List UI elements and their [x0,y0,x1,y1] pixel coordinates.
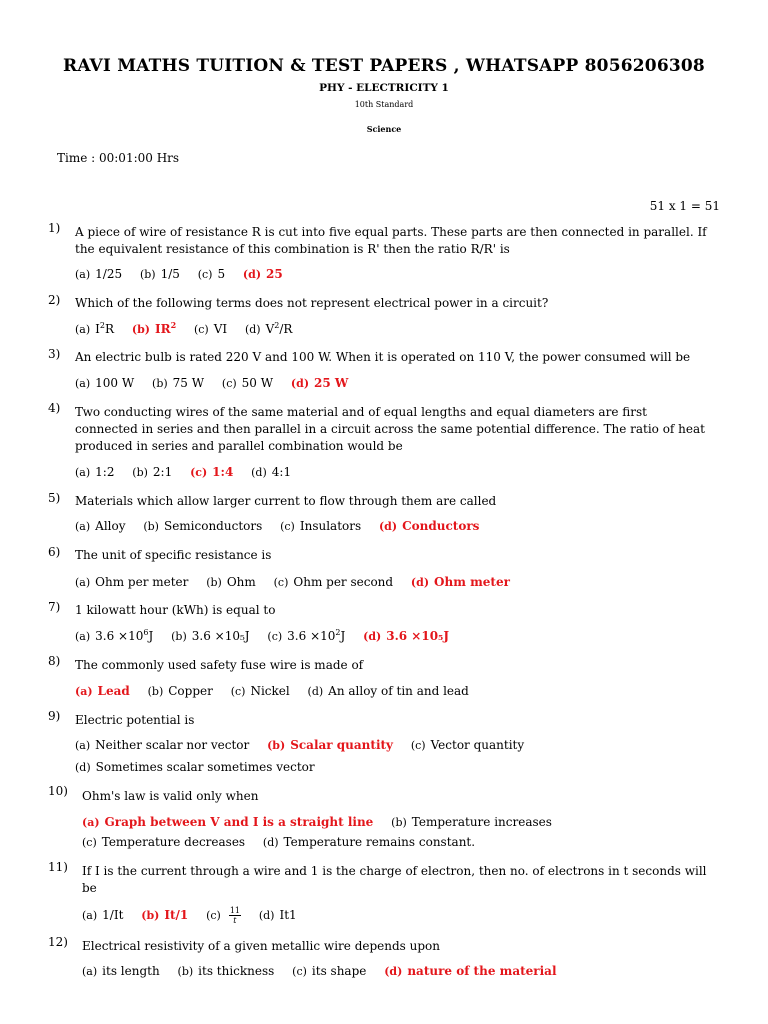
fraction: $\frac{11}{t}$ [229,906,240,925]
option-c[interactable]: (c) Ohm per second [273,575,394,589]
option-d[interactable]: (d) An alloy of tin and lead [307,684,469,698]
options-row [82,835,489,849]
option-d[interactable]: (d) $V^2/R$ [244,321,293,336]
options-row [75,575,524,589]
question-text: The unit of specific resistance is [75,548,272,562]
question-text: An electric bulb is rated 220 V and 100 W. When it is operated on 110 V, the power consumed will be [75,350,691,364]
question-text: Two conducting wires of the same material and of equal lengths and equal diameters are first connected in series and then parallel in a circuit across the same potential difference. The ratio of heat produced in series and parallel combination would be [75,405,705,453]
option-c[interactable]: (c) its shape [292,964,367,978]
paper-subtitle: PHY - ELECTRICITY 1 [319,82,449,94]
option-b-correct[interactable]: (b) $IR^2$ [131,320,177,336]
options-row [75,376,362,390]
question-text: Electrical resistivity of a given metallic wire depends upon [82,939,441,953]
option-b[interactable]: (b) Semiconductors [143,519,263,533]
question-number: 6) [48,545,61,559]
question-text: 1 kilowatt hour (kWh) is equal to [75,603,276,617]
question-text: If I is the current through a wire and 1 is the charge of electron, then no. of electrons in t seconds will be [82,864,707,895]
question-text: Ohm's law is valid only when [82,789,259,803]
option-a[interactable]: (a) Neither scalar nor vector [75,738,250,752]
option-b[interactable]: (b) 75 W [152,376,205,390]
option-d[interactable]: (d) Temperature remains constant. [262,835,476,849]
option-a[interactable]: (a) Ohm per meter [75,575,189,589]
option-d[interactable]: (d) Sometimes scalar sometimes vector [75,760,315,774]
question-number: 2) [48,293,61,307]
option-a[interactable]: (a) 1/It [82,908,124,922]
question-text: Which of the following terms does not represent electrical power in a circuit? [75,296,549,310]
question-text: Materials which allow larger current to flow through them are called [75,494,497,508]
question-number: 4) [48,401,61,415]
options-row [75,267,297,281]
option-d-correct[interactable]: (d) Ohm meter [410,575,510,589]
option-b[interactable]: (b) Copper [147,684,213,698]
question-number: 5) [48,491,61,505]
options-row [75,320,306,336]
standard-label: 10th Standard [354,100,414,109]
question-number: 10) [48,784,68,798]
options-row [75,760,329,774]
option-b[interactable]: (b) its thickness [177,964,275,978]
question-number: 7) [48,600,61,614]
subject-label: Science [366,124,402,134]
options-row [75,684,483,698]
option-a[interactable]: (a) its length [82,964,160,978]
option-d-correct[interactable]: (d) nature of the material [384,964,557,978]
option-a[interactable]: (a) 1/25 [75,267,123,281]
question-text: A piece of wire of resistance R is cut into five equal parts. These parts are then connected in parallel. If the equivalent resistance of this combination is R' then the ratio R/R' is [75,225,707,256]
option-b[interactable]: (b) Ohm [206,575,256,589]
option-d-correct[interactable]: (d) Conductors [378,519,480,533]
option-c[interactable]: (c) Vector quantity [410,738,525,752]
options-row [82,964,571,978]
option-c[interactable]: (c) VI [193,322,228,336]
question-number: 3) [48,347,61,361]
question-number: 8) [48,654,61,668]
option-b[interactable]: (b) Temperature increases [391,815,552,829]
option-a-correct[interactable]: (a) Graph between V and I is a straight line [82,815,374,829]
option-d[interactable]: (d) It1 [258,908,297,922]
option-b-correct[interactable]: (b) Scalar quantity [267,738,394,752]
option-b[interactable]: (b) 2:1 [132,465,173,479]
option-a[interactable]: (a) 100 W [75,376,135,390]
options-row [75,738,538,752]
option-d-correct[interactable]: (d) 3.6 ×10₅J [363,629,449,643]
time-label: Time : 00:01:00 Hrs [57,151,180,165]
option-d-correct[interactable]: (d) 25 [242,267,283,281]
options-row [75,519,493,533]
question-text: Electric potential is [75,713,195,727]
option-b-correct[interactable]: (b) It/1 [141,908,189,922]
options-row [82,815,566,829]
marks-label: 51 x 1 = 51 [649,199,720,213]
option-a[interactable]: (a) $3.6 \times 10^6J$ [75,628,154,643]
option-c-correct[interactable]: (c) 1:4 [190,465,234,479]
option-b[interactable]: (b) 3.6 ×10₅J [171,629,250,643]
options-row [75,628,463,643]
options-row [75,465,305,479]
option-d[interactable]: (d) 4:1 [251,465,292,479]
option-a[interactable]: (a) Alloy [75,519,126,533]
option-c[interactable]: (c) $\frac{11}{t}$ [206,906,240,925]
option-c[interactable]: (c) Nickel [230,684,290,698]
options-row [82,906,311,925]
option-a[interactable]: (a) 1:2 [75,465,115,479]
question-number: 11) [48,860,68,874]
option-c[interactable]: (c) Insulators [280,519,362,533]
option-a-correct[interactable]: (a) Lead [75,684,130,698]
question-number: 9) [48,709,61,723]
option-c[interactable]: (c) Temperature decreases [82,835,246,849]
option-b[interactable]: (b) 1/5 [139,267,180,281]
question-number: 1) [48,221,61,235]
option-c[interactable]: (c) $3.6 \times 10^2J$ [267,628,346,643]
question-number: 12) [48,935,68,949]
option-a[interactable]: (a) $I^2R$ [75,321,115,336]
option-d-correct[interactable]: (d) 25 W [290,376,349,390]
page-title: RAVI MATHS TUITION & TEST PAPERS , WHATSAPP 8056206308 [63,56,705,76]
option-c[interactable]: (c) 50 W [221,376,274,390]
option-c[interactable]: (c) 5 [197,267,226,281]
question-text: The commonly used safety fuse wire is made of [75,658,364,672]
